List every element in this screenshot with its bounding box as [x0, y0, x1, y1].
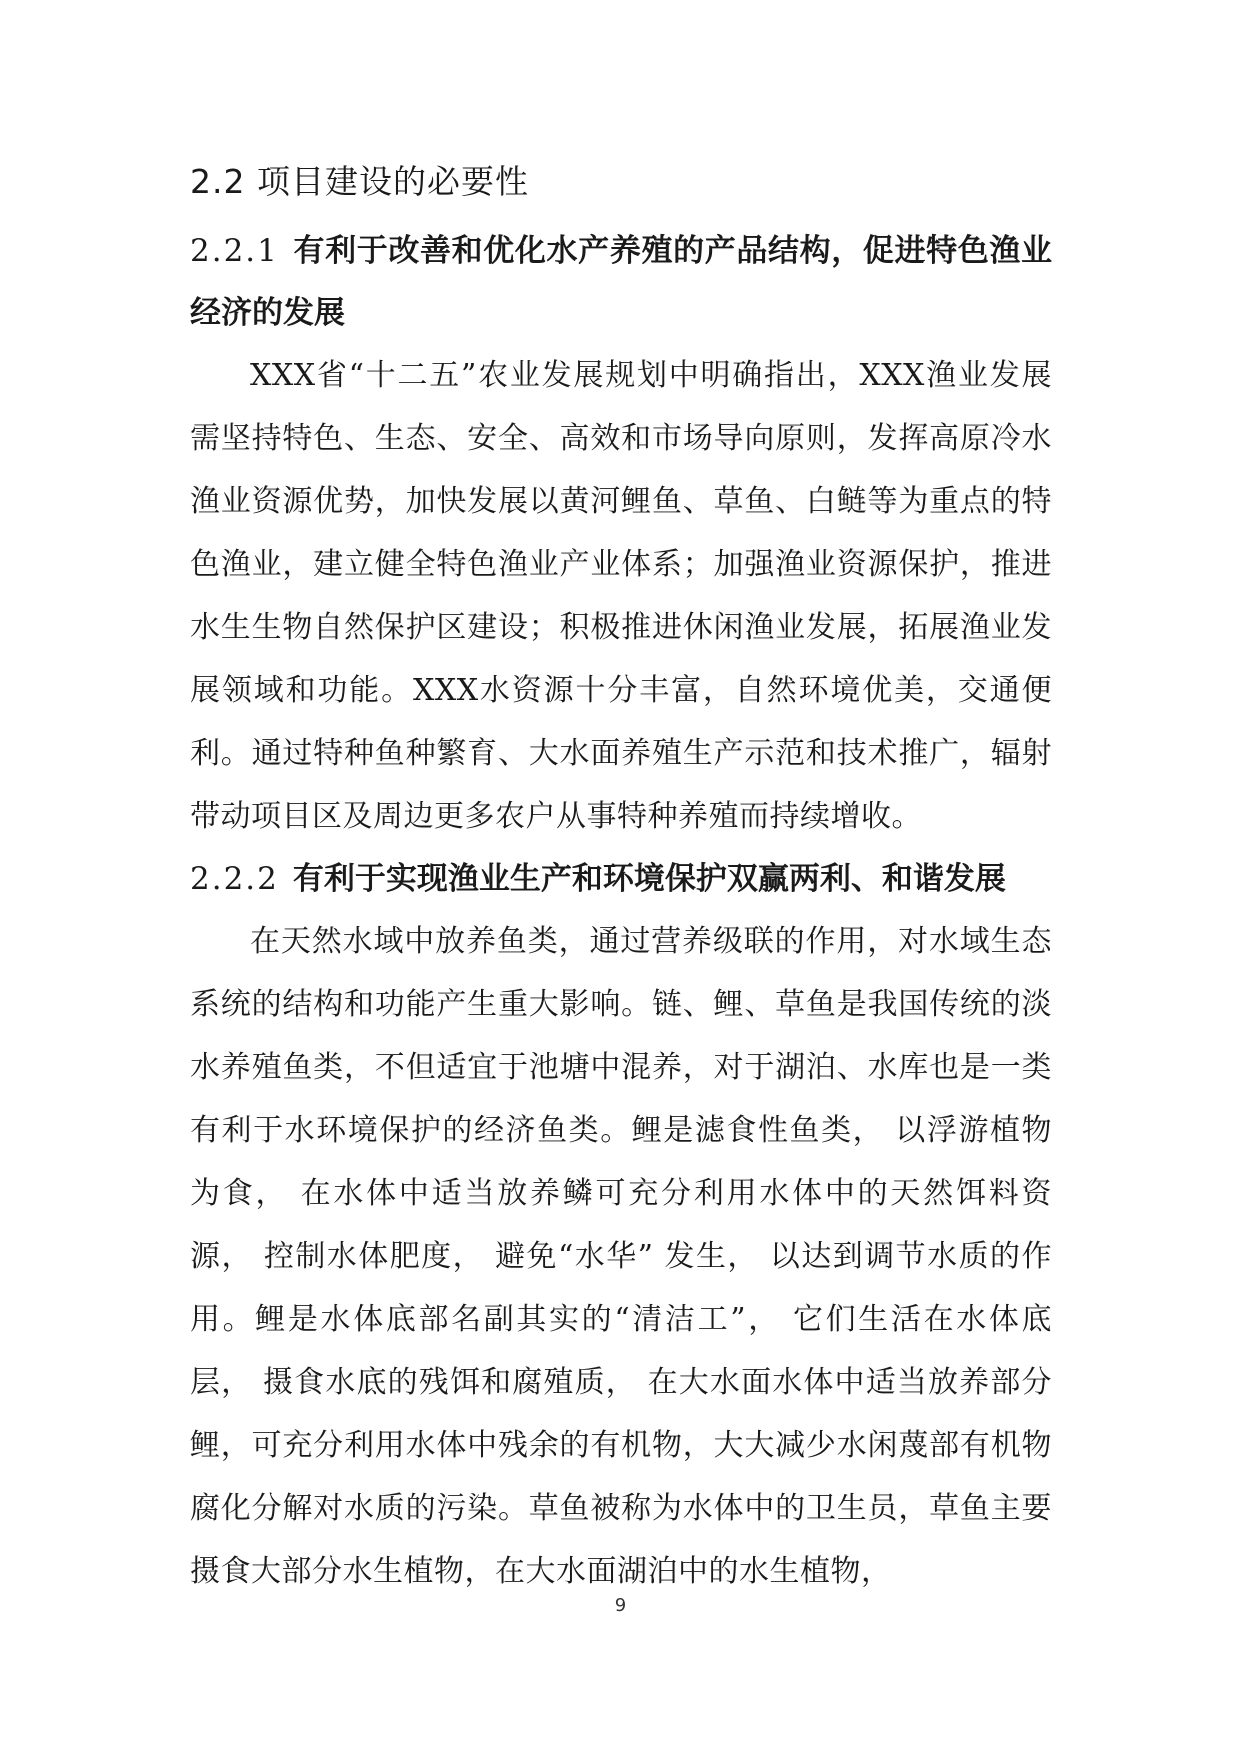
subsection-2-2-1	[190, 220, 1052, 848]
subsection-heading	[190, 220, 1052, 344]
section-heading: 2.2 项目建设的必要性	[190, 162, 529, 201]
subsection-number: 2.2.2	[190, 861, 279, 897]
document-page	[190, 150, 1052, 1603]
subsection-title: 有利于改善和优化水产养殖的产品结构，促进特色渔业经济的发展	[190, 233, 1052, 331]
body-paragraph: XXX省“十二五”农业发展规划中明确指出，XXX渔业发展需坚持特色、生态、安全、高效和市场导向原则，发挥高原冷水渔业资源优势，加快发展以黄河鲤鱼、草鱼、白鲢等为重点的特色渔业，建立健全特色渔业产业体系；加强渔业资源保护，推进水生生物自然保护区建设；积极推进休闲渔业发展，拓展渔业发展领域和功能。XXX水资源十分丰富，自然环境优美，交通便利。通过特种鱼种繁育、大水面养殖生产示范和技术推广，辐射带动项目区及周边更多农户从事特种养殖而持续增收。	[190, 358, 1052, 834]
subsection-number: 2.2.1	[190, 233, 279, 269]
subsection-title: 有利于实现渔业生产和环境保护双赢两利、和谐发展	[292, 861, 1006, 897]
subsection-heading	[190, 848, 1052, 910]
page-number: 9	[614, 1595, 627, 1616]
subsection-2-2-2	[190, 848, 1052, 1603]
body-paragraph: 在天然水域中放养鱼类，通过营养级联的作用，对水域生态系统的结构和功能产生重大影响。链、鲤、草鱼是我国传统的淡水养殖鱼类，不但适宜于池塘中混养，对于湖泊、水库也是一类有利于水环境保护的经济鱼类。鲤是滤食性鱼类， 以浮游植物为食， 在水体中适当放养鳞可充分利用水体中的天然饵料资源， 控制水体肥度， 避免“水华” 发生， 以达到调节水质的作用。鲤是水体底部名副其实的“清洁工”， 它们生活在水体底层， 摄食水底的残饵和腐殖质， 在大水面水体中适当放养部分鲤，可充分利用水体中残余的有机物，大大减少水闲蔑部有机物腐化分解对水质的污染。草鱼被称为水体中的卫生员，草鱼主要摄食大部分水生植物，在大水面湖泊中的水生植物，	[190, 924, 1052, 1589]
